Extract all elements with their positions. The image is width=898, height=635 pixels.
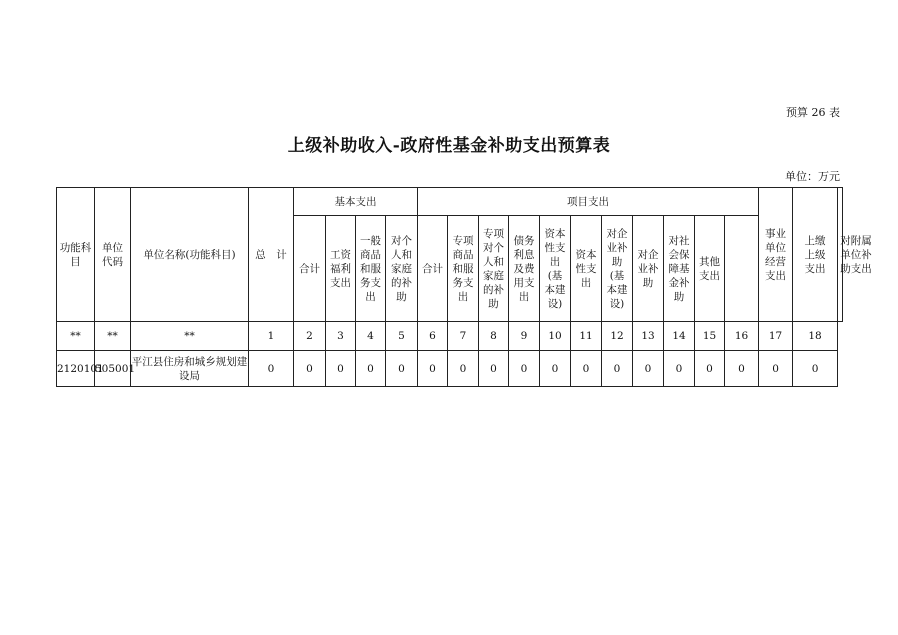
- row-func-code: 2120101: [57, 351, 95, 387]
- row-value: 0: [386, 351, 418, 387]
- index-cell: 14: [664, 322, 695, 351]
- index-cell: 4: [356, 322, 386, 351]
- header-project-capital-build: 资本性支出(基本建设): [540, 216, 571, 322]
- row-value: 0: [633, 351, 664, 387]
- index-cell: 17: [759, 322, 793, 351]
- index-cell: 15: [695, 322, 725, 351]
- header-basic-group: 基本支出: [294, 188, 418, 216]
- header-project-social: 对社会保障基金补助: [664, 216, 695, 322]
- header-upper: 上缴上级支出: [793, 188, 838, 322]
- row-value: 0: [571, 351, 602, 387]
- row-value: 0: [725, 351, 759, 387]
- header-total: 总 计: [249, 188, 294, 322]
- header-basic-total: 合计: [294, 216, 326, 322]
- table-row: [57, 351, 843, 387]
- row-value: 0: [695, 351, 725, 387]
- row-value: 0: [448, 351, 479, 387]
- row-unit-name: 平江县住房和城乡规划建设局: [131, 351, 249, 387]
- index-cell: 11: [571, 322, 602, 351]
- index-cell: 1: [249, 322, 294, 351]
- row-unit-code: 505001: [95, 351, 131, 387]
- table-reference: 预算 26 表: [786, 106, 840, 119]
- header-basic-personal: 对个人和家庭的补助: [386, 216, 418, 322]
- row-value: 0: [249, 351, 294, 387]
- row-value: 0: [418, 351, 448, 387]
- header-affiliated: 对附属单位补助支出: [838, 188, 843, 322]
- header-project-capital: 资本性支出: [571, 216, 602, 322]
- index-cell: **: [131, 322, 249, 351]
- header-basic-goods: 一般商品和服务支出: [356, 216, 386, 322]
- row-value: 0: [602, 351, 633, 387]
- header-project-special-goods: 专项商品和服务支出: [448, 216, 479, 322]
- row-value: 0: [326, 351, 356, 387]
- index-cell: 2: [294, 322, 326, 351]
- index-row: [57, 322, 843, 351]
- header-project-debt: 债务利息及费用支出: [509, 216, 540, 322]
- header-basic-salary: 工资福利支出: [326, 216, 356, 322]
- budget-table: [56, 187, 872, 387]
- header-project-enterprise: 对企业补助: [633, 216, 664, 322]
- header-project-group: 项目支出: [418, 188, 759, 216]
- index-cell: 9: [509, 322, 540, 351]
- index-cell: 7: [448, 322, 479, 351]
- row-value: 0: [759, 351, 793, 387]
- index-cell: **: [95, 322, 131, 351]
- index-cell: 13: [633, 322, 664, 351]
- index-cell: 10: [540, 322, 571, 351]
- header-project-enterprise-build: 对企业补助(基本建设): [602, 216, 633, 322]
- index-cell: 3: [326, 322, 356, 351]
- row-value: 0: [540, 351, 571, 387]
- index-cell: 5: [386, 322, 418, 351]
- row-value: 0: [294, 351, 326, 387]
- index-cell: **: [57, 322, 95, 351]
- row-value: 0: [479, 351, 509, 387]
- row-value: 0: [664, 351, 695, 387]
- header-unit-code: 单位代码: [95, 188, 131, 322]
- index-cell: 18: [793, 322, 838, 351]
- row-value: 0: [793, 351, 838, 387]
- header-func-code: 功能科目: [57, 188, 95, 322]
- header-project-other: 其他支出: [695, 216, 725, 322]
- row-value: 0: [356, 351, 386, 387]
- index-cell: 6: [418, 322, 448, 351]
- header-project-total: 合计: [418, 216, 448, 322]
- header-row-group: [57, 188, 843, 216]
- header-business: 事业单位经营支出: [759, 188, 793, 322]
- header-project-special-personal: 专项对个人和家庭的补助: [479, 216, 509, 322]
- index-cell: 8: [479, 322, 509, 351]
- row-value: 0: [509, 351, 540, 387]
- header-unit-name: 单位名称(功能科目): [131, 188, 249, 322]
- page-title: 上级补助收入-政府性基金补助支出预算表: [287, 136, 611, 156]
- index-cell: 12: [602, 322, 633, 351]
- unit-label: 单位：万元: [785, 170, 840, 183]
- index-cell: 16: [725, 322, 759, 351]
